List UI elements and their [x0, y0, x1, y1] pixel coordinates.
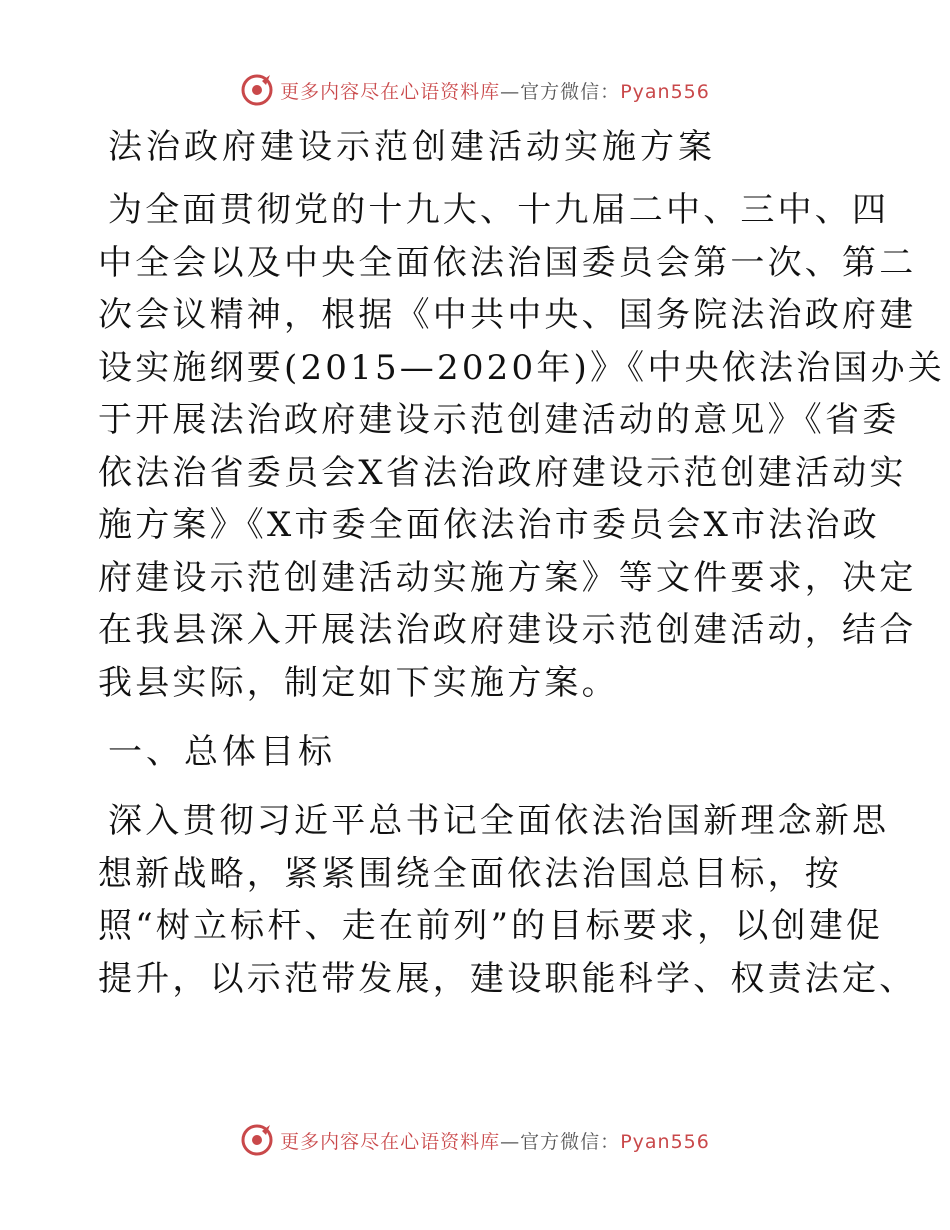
- paragraph-line: 次会议精神，根据《中共中央、国务院法治政府建: [98, 295, 917, 335]
- pen-logo-icon: [240, 73, 274, 107]
- document-body: [98, 118, 945, 1005]
- document-title: 法治政府建设示范创建活动实施方案: [108, 127, 716, 167]
- watermark-wechat-id: Pyan556: [620, 1130, 710, 1153]
- watermark-channel: 官方微信：: [520, 1130, 621, 1153]
- paragraph-line: 设实施纲要(2015—2020年)》《中央依法治国办关: [98, 347, 945, 388]
- paragraph-line: 想新战略，紧紧围绕全面依法治国总目标，按: [98, 853, 842, 894]
- paragraph-line: 中全会以及中央全面依法治国委员会第一次、第二: [98, 242, 917, 283]
- watermark-header: [0, 70, 950, 110]
- paragraph-line: 府建设示范创建活动实施方案》等文件要求，决定: [98, 557, 917, 598]
- watermark-brand: 更多内容尽在心语资料库: [280, 1130, 501, 1153]
- paragraph-line: 在我县深入开展法治政府建设示范创建活动，结合: [98, 610, 917, 650]
- paragraph-line: 施方案》《X市委全面依法治市委员会X市法治政: [98, 505, 880, 545]
- paragraph-line: 提升，以示范带发展，建设职能科学、权责法定、: [98, 958, 917, 999]
- paragraph-line: 我县实际，制定如下实施方案。: [98, 662, 619, 703]
- watermark-separator: —: [500, 1130, 521, 1153]
- watermark-wechat-id: Pyan556: [620, 80, 710, 103]
- watermark-text: [280, 77, 710, 104]
- watermark-channel: 官方微信：: [520, 80, 621, 103]
- section-paragraph: [98, 795, 917, 1005]
- intro-paragraph: [98, 184, 945, 709]
- paragraph-line: 照“树立标杆、走在前列”的目标要求，以创建促: [98, 906, 884, 946]
- paragraph-line: 深入贯彻习近平总书记全面依法治国新理念新思: [108, 801, 890, 841]
- watermark-text: [280, 1127, 710, 1154]
- paragraph-line: 依法治省委员会X省法治政府建设示范创建活动实: [98, 452, 907, 493]
- watermark-brand: 更多内容尽在心语资料库: [280, 80, 501, 103]
- paragraph-line: 为全面贯彻党的十九大、十九届二中、三中、四: [108, 190, 890, 230]
- watermark-separator: —: [500, 80, 521, 103]
- watermark-footer: [0, 1120, 950, 1160]
- section-heading: 一、总体目标: [108, 732, 336, 772]
- paragraph-line: 于开展法治政府建设示范创建活动的意见》《省委: [98, 400, 900, 440]
- pen-logo-icon: [240, 1123, 274, 1157]
